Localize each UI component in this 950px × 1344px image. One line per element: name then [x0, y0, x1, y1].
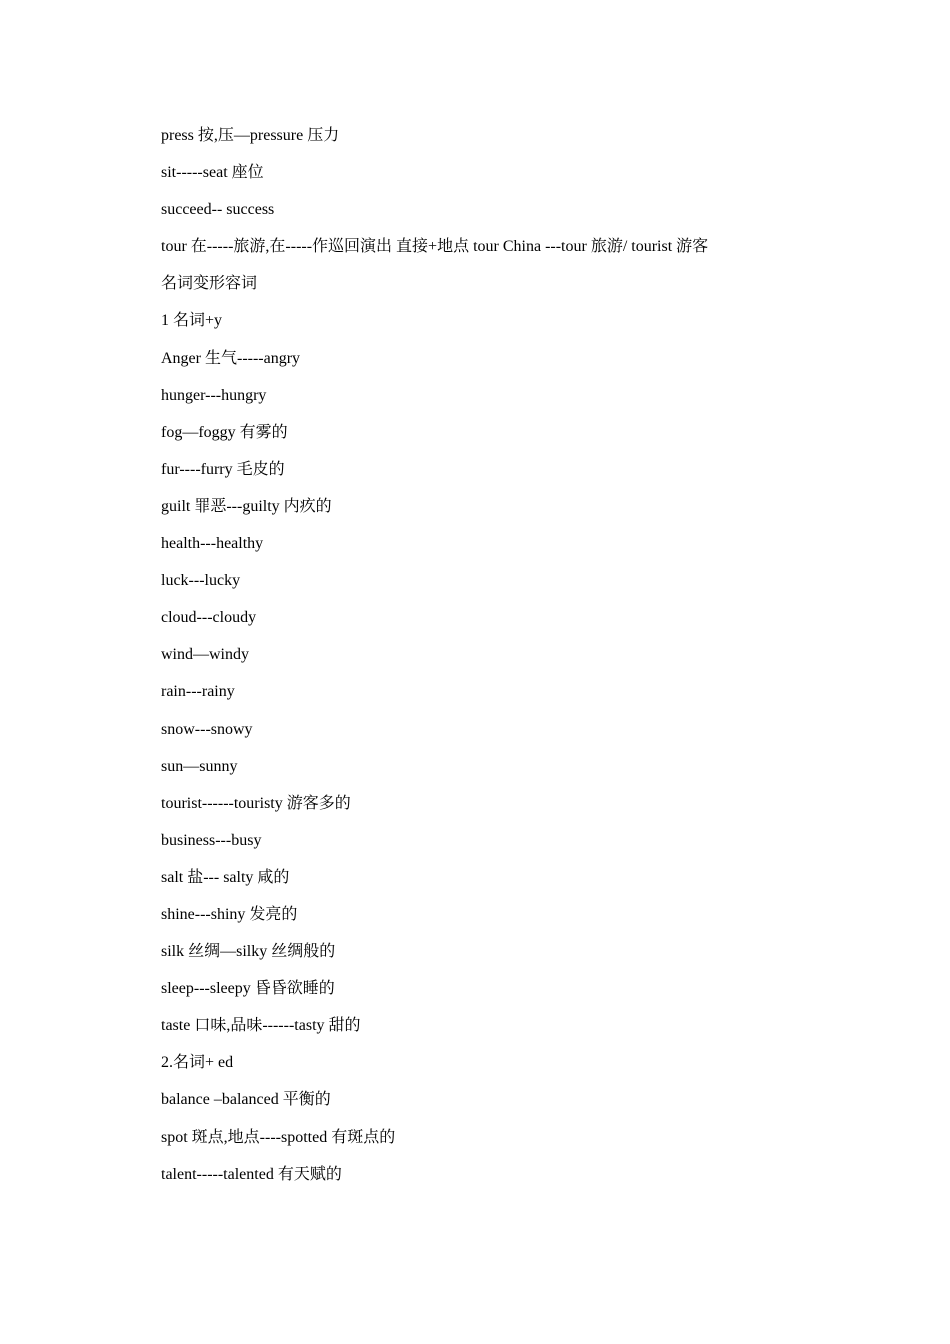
- section-heading: 名词变形容词: [161, 275, 258, 293]
- text-line: spot 斑点,地点----spotted 有斑点的: [161, 1128, 396, 1146]
- text-line: shine---shiny 发亮的: [161, 905, 298, 923]
- subsection-heading: 2.名词+ ed: [161, 1054, 234, 1072]
- text-line: balance –balanced 平衡的: [161, 1091, 331, 1109]
- text-line: sit-----seat 座位: [161, 164, 264, 182]
- text-line: wind—windy: [161, 646, 249, 664]
- text-line: silk 丝绸—silky 丝绸般的: [161, 943, 336, 961]
- text-line: talent-----talented 有天赋的: [161, 1165, 342, 1183]
- text-line: Anger 生气-----angry: [161, 349, 301, 367]
- text-line: fog—foggy 有雾的: [161, 423, 288, 441]
- text-line: fur----furry 毛皮的: [161, 460, 285, 478]
- text-line: sleep---sleepy 昏昏欲睡的: [161, 980, 335, 998]
- text-line: press 按,压—pressure 压力: [161, 127, 340, 144]
- text-line: luck---lucky: [161, 572, 241, 590]
- text-line: rain---rainy: [161, 683, 235, 701]
- text-line: succeed-- success: [161, 201, 275, 219]
- document-body: [161, 125, 861, 1201]
- text-line: health---healthy: [161, 535, 264, 553]
- text-line: taste 口味,品味------tasty 甜的: [161, 1017, 361, 1035]
- text-line: tour 在-----旅游,在-----作巡回演出 直接+地点 tour China ---tour 旅游/ tourist 游客: [161, 238, 709, 256]
- subsection-heading: 1 名词+y: [161, 312, 223, 330]
- text-line: sun—sunny: [161, 757, 238, 775]
- text-line: salt 盐--- salty 咸的: [161, 868, 290, 886]
- text-line: cloud---cloudy: [161, 609, 257, 627]
- text-line: hunger---hungry: [161, 386, 267, 404]
- text-line: guilt 罪恶---guilty 内疚的: [161, 497, 332, 515]
- text-line: snow---snowy: [161, 720, 253, 738]
- text-line: tourist------touristy 游客多的: [161, 794, 351, 812]
- text-line: business---busy: [161, 831, 262, 849]
